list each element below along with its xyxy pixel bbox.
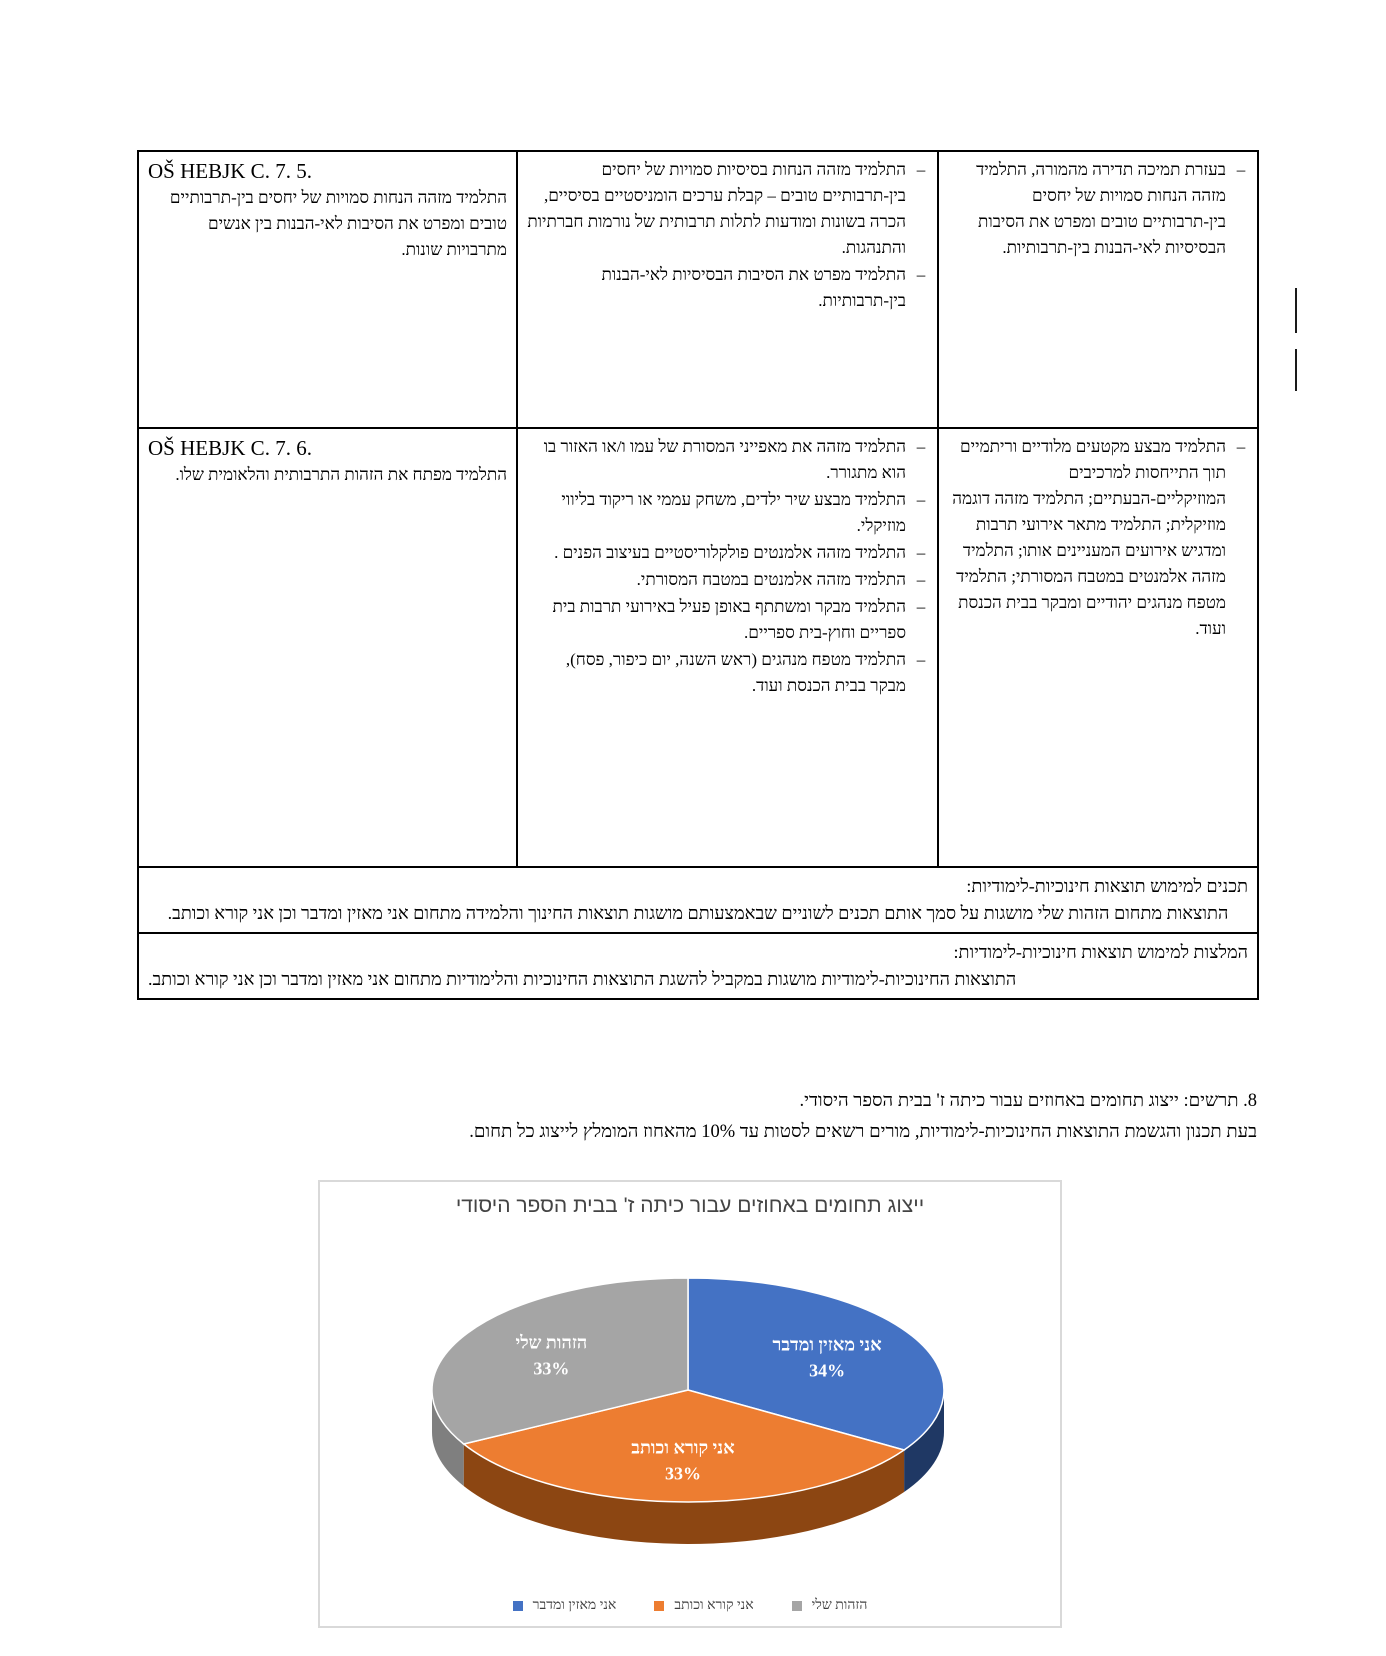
- contents-body: התוצאות מתחום הזהות שלי מושגות על סמך אותם תכנים לשוניים שבאמצעותם מושגות תוצאות החינוך והלמידה מתחום אני מאזין ומדבר וכן אני קורא וכותב.: [167, 903, 1229, 923]
- pie-3d: [320, 1240, 1064, 1580]
- standard-summary: התלמיד מזהה הנחות סמויות של יחסים בין-תרבותיים טובים ומפרט את הסיבות לאי-הבנות בין אנשים מתרבויות שונות.: [169, 188, 507, 259]
- revision-bar: [1295, 349, 1297, 391]
- bullet-dash: –: [916, 650, 926, 669]
- contents-heading: תכנים למימוש תוצאות חינוכיות-לימודיות:: [966, 876, 1248, 896]
- caption-line-2: בעת תכנון והגשמת התוצאות החינוכיות-לימודיות, מורים רשאים לסטות עד 10% מהאחוז המומלץ לייצוג כל תחום.: [469, 1122, 1257, 1142]
- bullet-dash: –: [916, 265, 926, 284]
- legend-item: [513, 1598, 617, 1614]
- list-item: [527, 540, 928, 566]
- list-item: [527, 157, 928, 261]
- pie-slice-label: אני קורא וכותב: [631, 1437, 735, 1458]
- support-cell: [938, 151, 1258, 428]
- list-item: [527, 262, 928, 314]
- legend-label: אני קורא וכותב: [674, 1598, 754, 1613]
- recommendations-heading: המלצות למימוש תוצאות חינוכיות-לימודיות:: [953, 942, 1248, 962]
- bullet-text: התלמיד מזהה אלמנטים במטבח המסורתי.: [636, 570, 906, 589]
- caption-line-1: 8. תרשים: ייצוג תחומים באחוזים עבור כיתה ז' בבית הספר היסודי.: [799, 1091, 1257, 1111]
- bullet-dash: –: [916, 437, 926, 456]
- standard-code: OŠ HEBJK C. 7. 5.: [148, 159, 312, 183]
- code-cell: [138, 428, 517, 867]
- pie-chart-container: [318, 1180, 1062, 1628]
- list-item: [527, 567, 928, 593]
- table-row: [138, 867, 1258, 933]
- table-row: [138, 933, 1258, 999]
- revision-bar: [1295, 288, 1297, 333]
- outcomes-table: [137, 150, 1259, 1000]
- bullet-dash: –: [916, 160, 926, 179]
- legend-swatch: [792, 1601, 802, 1611]
- list-item: [527, 487, 928, 539]
- legend-label: הזהות שלי: [811, 1598, 868, 1613]
- chart-title: ייצוג תחומים באחוזים עבור כיתה ז' בבית הספר היסודי: [455, 1194, 925, 1217]
- legend-item: [792, 1598, 868, 1614]
- standard-code: OŠ HEBJK C. 7. 6.: [148, 436, 312, 460]
- recommendations-row: [138, 933, 1258, 999]
- standard-summary: התלמיד מפתח את הזהות התרבותית והלאומית שלו.: [175, 465, 507, 484]
- pie-slice-label: אני מאזין ומדבר: [772, 1334, 882, 1355]
- bullet-text: התלמיד מזהה את מאפייני המסורת של עמו ו/או האזור בו הוא מתגורר.: [543, 437, 906, 482]
- bullet-text: התלמיד מפרט את הסיבות הבסיסיות לאי-הבנות בין-תרבותיות.: [601, 265, 906, 310]
- code-cell: [138, 151, 517, 428]
- figure-caption: [137, 1086, 1257, 1148]
- support-cell: [938, 428, 1258, 867]
- table-row: [138, 428, 1258, 867]
- bullet-dash: –: [916, 570, 926, 589]
- achievements-cell: [517, 428, 938, 867]
- chart-legend: [320, 1598, 1060, 1614]
- legend-label: אני מאזין ומדבר: [532, 1598, 617, 1613]
- bullet-dash: –: [916, 543, 926, 562]
- bullet-text: התלמיד מזהה הנחות בסיסיות סמויות של יחסים בין-תרבותיים טובים – קבלת ערכים הומניסטיים בסיסיים, הכרה בשונות ומודעות לתלות תרבותית של נורמות חברתיות והתנהגות.: [527, 160, 906, 257]
- pie-value-label: 34%: [809, 1360, 846, 1381]
- list-item: [948, 157, 1248, 261]
- pie-slice-label: הזהות שלי: [515, 1332, 588, 1353]
- bullet-dash: –: [1236, 160, 1246, 179]
- pie-value-label: 33%: [665, 1463, 701, 1484]
- bullet-text: התלמיד מזהה אלמנטים פולקלוריסטיים בעיצוב הפנים .: [554, 543, 906, 562]
- recommendations-body: התוצאות החינוכיות-לימודיות מושגות במקביל להשגת התוצאות החינוכיות והלימודיות מתחום אני מאזין ומדבר וכן אני קורא וכותב.: [148, 969, 1017, 989]
- legend-swatch: [654, 1601, 664, 1611]
- bullet-text: התלמיד מבצע מקטעים מלודיים וריתמיים תוך התייחסות למרכיבים המוזיקליים-הבעתיים; התלמיד מזהה דוגמה מוזיקלית; התלמיד מתאר אירועי תרבות ומדגיש אירועים המעניינים אותו; התלמיד מזהה אלמנטים במטבח המסורתי; התלמיד מטפח מנהגים יהודיים ומבקר בבית הכנסת ועוד.: [952, 437, 1226, 638]
- legend-swatch: [513, 1601, 523, 1611]
- bullet-dash: –: [1236, 437, 1246, 456]
- bullet-text: התלמיד מבקר ומשתתף באופן פעיל באירועי תרבות בית ספריים וחוץ-בית ספריים.: [552, 597, 906, 642]
- bullet-dash: –: [916, 597, 926, 616]
- bullet-dash: –: [916, 490, 926, 509]
- list-item: [527, 594, 928, 646]
- legend-item: [654, 1598, 753, 1614]
- pie-value-label: 33%: [533, 1358, 570, 1379]
- bullet-text: בעזרת תמיכה תדירה מהמורה, התלמיד מזהה הנחות סמויות של יחסים בין-תרבותיים טובים ומפרט את הסיבות הבסיסיות לאי-הבנות בין-תרבותיות.: [976, 160, 1226, 257]
- list-item: [527, 647, 928, 699]
- list-item: [948, 434, 1248, 642]
- list-item: [527, 434, 928, 486]
- achievements-cell: [517, 151, 938, 428]
- table-row: [138, 151, 1258, 428]
- bullet-text: התלמיד מטפח מנהגים (ראש השנה, יום כיפור, פסח), מבקר בבית הכנסת ועוד.: [565, 650, 906, 695]
- contents-row: [138, 867, 1258, 933]
- bullet-text: התלמיד מבצע שיר ילדים, משחק עממי או ריקוד בליווי מוזיקלי.: [561, 490, 906, 535]
